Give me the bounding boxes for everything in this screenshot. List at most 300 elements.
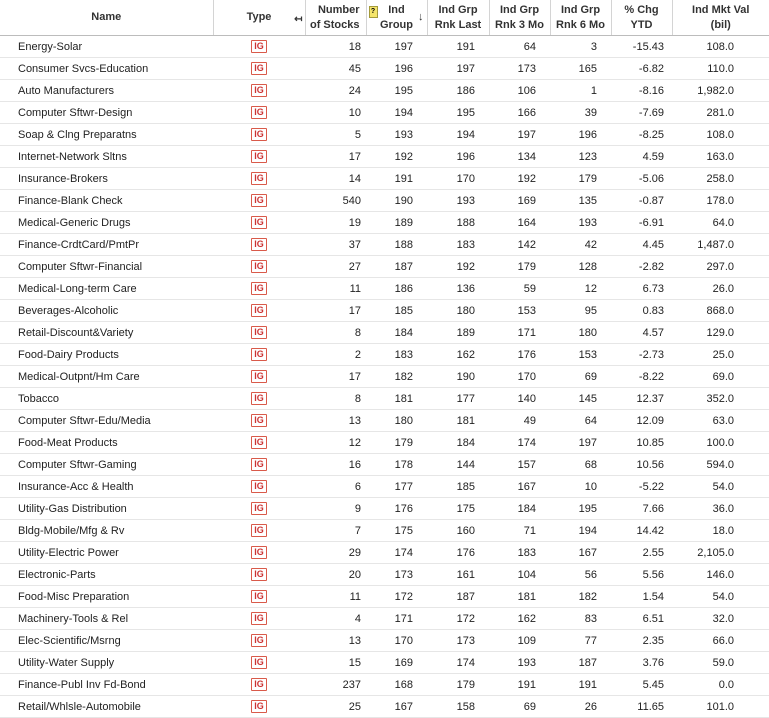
rnk-6mo-cell: 187 — [550, 652, 611, 674]
rnk-last-cell: 195 — [427, 102, 489, 124]
number-of-stocks-cell: 237 — [305, 674, 366, 696]
number-of-stocks-cell: 10 — [305, 102, 366, 124]
ind-group-rank-cell: 173 — [366, 564, 427, 586]
rnk-6mo-cell: 56 — [550, 564, 611, 586]
ig-badge[interactable]: IG — [251, 150, 267, 163]
table-row[interactable] — [0, 410, 769, 432]
rnk-6mo-cell: 68 — [550, 454, 611, 476]
table-row[interactable] — [0, 630, 769, 652]
rnk-last-cell: 136 — [427, 278, 489, 300]
ind-group-rank-cell: 197 — [366, 36, 427, 58]
rnk-3mo-cell: 169 — [489, 190, 550, 212]
rnk-last-cell: 196 — [427, 146, 489, 168]
rnk-6mo-cell: 128 — [550, 256, 611, 278]
rnk-last-cell: 191 — [427, 36, 489, 58]
group-name-cell[interactable]: Utility-Water Supply — [0, 652, 213, 674]
table-row[interactable] — [0, 366, 769, 388]
rnk-last-cell: 187 — [427, 586, 489, 608]
filter-icon[interactable]: ? — [369, 6, 378, 18]
number-of-stocks-cell: 13 — [305, 410, 366, 432]
group-name-cell[interactable]: Computer Sftwr-Gaming — [0, 454, 213, 476]
ig-badge[interactable]: IG — [251, 634, 267, 647]
type-cell — [213, 344, 305, 366]
rnk-3mo-cell: 170 — [489, 366, 550, 388]
ig-badge[interactable]: IG — [251, 392, 267, 405]
ig-badge[interactable]: IG — [251, 524, 267, 537]
table-row[interactable] — [0, 36, 769, 58]
rnk-6mo-cell: 197 — [550, 432, 611, 454]
rnk-last-cell: 180 — [427, 300, 489, 322]
ig-badge[interactable]: IG — [251, 656, 267, 669]
column-header-mkt-val[interactable]: Ind Mkt Val (bil) — [672, 0, 769, 36]
ind-group-rank-cell: 180 — [366, 410, 427, 432]
rnk-6mo-cell: 165 — [550, 58, 611, 80]
number-of-stocks-cell: 24 — [305, 80, 366, 102]
rnk-6mo-cell: 196 — [550, 124, 611, 146]
mkt-val-cell: 110.0 — [672, 58, 769, 80]
group-name-cell[interactable]: Utility-Gas Distribution — [0, 498, 213, 520]
type-cell — [213, 168, 305, 190]
type-cell — [213, 102, 305, 124]
group-name-cell[interactable]: Retail/Whlsle-Automobile — [0, 696, 213, 718]
rnk-6mo-cell: 193 — [550, 212, 611, 234]
type-cell — [213, 630, 305, 652]
rnk-6mo-cell: 42 — [550, 234, 611, 256]
group-name-cell[interactable]: Energy-Solar — [0, 36, 213, 58]
rnk-6mo-cell: 135 — [550, 190, 611, 212]
ind-group-rank-cell: 176 — [366, 498, 427, 520]
type-cell — [213, 366, 305, 388]
ind-group-rank-cell: 181 — [366, 388, 427, 410]
number-of-stocks-cell: 16 — [305, 454, 366, 476]
chg-ytd-cell: -6.91 — [611, 212, 672, 234]
mkt-val-cell: 108.0 — [672, 124, 769, 146]
mkt-val-cell: 63.0 — [672, 410, 769, 432]
rnk-last-cell: 173 — [427, 630, 489, 652]
rnk-3mo-cell: 153 — [489, 300, 550, 322]
ind-group-rank-cell: 175 — [366, 520, 427, 542]
ig-badge[interactable]: IG — [251, 370, 267, 383]
column-header-ind-group[interactable]: ? Ind Group ↓ — [366, 0, 427, 36]
type-cell — [213, 58, 305, 80]
column-header-type[interactable]: Type ↤ — [213, 0, 305, 36]
rnk-last-cell: 190 — [427, 366, 489, 388]
ind-group-rank-cell: 171 — [366, 608, 427, 630]
type-cell — [213, 454, 305, 476]
group-name-cell[interactable]: Tobacco — [0, 388, 213, 410]
rnk-6mo-cell: 12 — [550, 278, 611, 300]
rnk-last-cell: 197 — [427, 58, 489, 80]
group-name-cell[interactable]: Internet-Network Sltns — [0, 146, 213, 168]
ig-badge[interactable]: IG — [251, 84, 267, 97]
rnk-3mo-cell: 183 — [489, 542, 550, 564]
table-row[interactable] — [0, 256, 769, 278]
mkt-val-cell: 258.0 — [672, 168, 769, 190]
rnk-6mo-cell: 182 — [550, 586, 611, 608]
type-cell — [213, 256, 305, 278]
group-name-cell[interactable]: Soap & Clng Preparatns — [0, 124, 213, 146]
ind-group-rank-cell: 184 — [366, 322, 427, 344]
number-of-stocks-cell: 15 — [305, 652, 366, 674]
ind-group-rank-cell: 186 — [366, 278, 427, 300]
mkt-val-cell: 129.0 — [672, 322, 769, 344]
number-of-stocks-cell: 13 — [305, 630, 366, 652]
ind-group-rank-cell: 170 — [366, 630, 427, 652]
rnk-6mo-cell: 191 — [550, 674, 611, 696]
ind-group-rank-cell: 172 — [366, 586, 427, 608]
rnk-last-cell: 177 — [427, 388, 489, 410]
number-of-stocks-cell: 540 — [305, 190, 366, 212]
mkt-val-cell: 178.0 — [672, 190, 769, 212]
chg-ytd-cell: 6.73 — [611, 278, 672, 300]
rnk-6mo-cell: 83 — [550, 608, 611, 630]
table-row[interactable] — [0, 300, 769, 322]
number-of-stocks-cell: 25 — [305, 696, 366, 718]
group-name-cell[interactable]: Utility-Electric Power — [0, 542, 213, 564]
table-row[interactable] — [0, 212, 769, 234]
mkt-val-cell: 54.0 — [672, 476, 769, 498]
rnk-6mo-cell: 167 — [550, 542, 611, 564]
ig-badge[interactable]: IG — [251, 40, 267, 53]
ig-badge[interactable]: IG — [251, 612, 267, 625]
chg-ytd-cell: 4.59 — [611, 146, 672, 168]
mkt-val-cell: 100.0 — [672, 432, 769, 454]
number-of-stocks-cell: 8 — [305, 322, 366, 344]
ig-badge[interactable]: IG — [251, 326, 267, 339]
ig-badge[interactable]: IG — [251, 546, 267, 559]
ig-badge[interactable]: IG — [251, 502, 267, 515]
rnk-3mo-cell: 104 — [489, 564, 550, 586]
rnk-last-cell: 194 — [427, 124, 489, 146]
table-row[interactable] — [0, 322, 769, 344]
group-name-cell[interactable]: Insurance-Brokers — [0, 168, 213, 190]
rnk-3mo-cell: 64 — [489, 36, 550, 58]
rnk-last-cell: 174 — [427, 652, 489, 674]
rnk-6mo-cell: 69 — [550, 366, 611, 388]
ind-group-rank-cell: 191 — [366, 168, 427, 190]
number-of-stocks-cell: 27 — [305, 256, 366, 278]
chg-ytd-cell: 12.37 — [611, 388, 672, 410]
group-name-cell[interactable]: Retail-Discount&Variety — [0, 322, 213, 344]
rnk-6mo-cell: 180 — [550, 322, 611, 344]
number-of-stocks-cell: 9 — [305, 498, 366, 520]
rnk-last-cell: 184 — [427, 432, 489, 454]
ig-badge[interactable]: IG — [251, 678, 267, 691]
rnk-6mo-cell: 194 — [550, 520, 611, 542]
rnk-3mo-cell: 49 — [489, 410, 550, 432]
chg-ytd-cell: -5.06 — [611, 168, 672, 190]
ig-badge[interactable]: IG — [251, 414, 267, 427]
table-row[interactable] — [0, 234, 769, 256]
table-row[interactable] — [0, 80, 769, 102]
rnk-3mo-cell: 157 — [489, 454, 550, 476]
rnk-3mo-cell: 142 — [489, 234, 550, 256]
rnk-6mo-cell: 145 — [550, 388, 611, 410]
rnk-last-cell: 179 — [427, 674, 489, 696]
ig-badge[interactable]: IG — [251, 260, 267, 273]
ig-badge[interactable]: IG — [251, 216, 267, 229]
rnk-3mo-cell: 171 — [489, 322, 550, 344]
number-of-stocks-cell: 29 — [305, 542, 366, 564]
group-name-cell[interactable]: Medical-Long-term Care — [0, 278, 213, 300]
mkt-val-cell: 0.0 — [672, 674, 769, 696]
group-name-cell[interactable]: Finance-CrdtCard/PmtPr — [0, 234, 213, 256]
type-cell — [213, 542, 305, 564]
table-row[interactable] — [0, 124, 769, 146]
rnk-last-cell: 175 — [427, 498, 489, 520]
mkt-val-cell: 868.0 — [672, 300, 769, 322]
chg-ytd-cell: -5.22 — [611, 476, 672, 498]
ig-badge[interactable]: IG — [251, 480, 267, 493]
rnk-last-cell: 181 — [427, 410, 489, 432]
mkt-val-cell: 64.0 — [672, 212, 769, 234]
ig-badge[interactable]: IG — [251, 700, 267, 713]
group-name-cell[interactable]: Finance-Blank Check — [0, 190, 213, 212]
type-cell — [213, 498, 305, 520]
type-cell — [213, 124, 305, 146]
mkt-val-cell: 69.0 — [672, 366, 769, 388]
table-row[interactable] — [0, 608, 769, 630]
table-body — [0, 36, 769, 718]
sort-descending-icon[interactable]: ↓ — [418, 11, 424, 23]
group-name-cell[interactable]: Medical-Generic Drugs — [0, 212, 213, 234]
rnk-3mo-cell: 181 — [489, 586, 550, 608]
ind-group-rank-cell: 168 — [366, 674, 427, 696]
mkt-val-cell: 36.0 — [672, 498, 769, 520]
chg-ytd-cell: 1.54 — [611, 586, 672, 608]
ig-badge[interactable]: IG — [251, 458, 267, 471]
column-header-chg-ytd[interactable]: % Chg YTD — [611, 0, 672, 36]
ig-badge[interactable]: IG — [251, 106, 267, 119]
type-cell — [213, 652, 305, 674]
table-row[interactable] — [0, 586, 769, 608]
rnk-3mo-cell: 174 — [489, 432, 550, 454]
rnk-last-cell: 172 — [427, 608, 489, 630]
table-row[interactable] — [0, 432, 769, 454]
group-name-cell[interactable]: Consumer Svcs-Education — [0, 58, 213, 80]
number-of-stocks-cell: 14 — [305, 168, 366, 190]
table-row[interactable] — [0, 498, 769, 520]
group-name-cell[interactable]: Electronic-Parts — [0, 564, 213, 586]
column-header-rnk-6mo[interactable]: Ind Grp Rnk 6 Mo — [550, 0, 611, 36]
rnk-3mo-cell: 59 — [489, 278, 550, 300]
chg-ytd-cell: -2.82 — [611, 256, 672, 278]
rnk-3mo-cell: 109 — [489, 630, 550, 652]
ig-badge[interactable]: IG — [251, 568, 267, 581]
ig-badge[interactable]: IG — [251, 194, 267, 207]
ig-badge[interactable]: IG — [251, 590, 267, 603]
chg-ytd-cell: 2.55 — [611, 542, 672, 564]
ind-group-rank-cell: 189 — [366, 212, 427, 234]
ind-group-rank-cell: 195 — [366, 80, 427, 102]
ind-group-rank-cell: 187 — [366, 256, 427, 278]
ind-group-rank-cell: 185 — [366, 300, 427, 322]
mkt-val-cell: 59.0 — [672, 652, 769, 674]
type-cell — [213, 608, 305, 630]
chg-ytd-cell: 5.45 — [611, 674, 672, 696]
ind-group-rank-cell: 179 — [366, 432, 427, 454]
rnk-3mo-cell: 166 — [489, 102, 550, 124]
ig-badge[interactable]: IG — [251, 128, 267, 141]
rnk-last-cell: 189 — [427, 322, 489, 344]
number-of-stocks-cell: 11 — [305, 278, 366, 300]
rnk-last-cell: 144 — [427, 454, 489, 476]
rnk-last-cell: 185 — [427, 476, 489, 498]
table-row[interactable] — [0, 344, 769, 366]
group-name-cell[interactable]: Food-Meat Products — [0, 432, 213, 454]
type-cell — [213, 432, 305, 454]
column-header-rnk-last[interactable]: Ind Grp Rnk Last — [427, 0, 489, 36]
rnk-3mo-cell: 106 — [489, 80, 550, 102]
number-of-stocks-cell: 19 — [305, 212, 366, 234]
group-name-cell[interactable]: Machinery-Tools & Rel — [0, 608, 213, 630]
chg-ytd-cell: -8.16 — [611, 80, 672, 102]
ind-group-rank-cell: 183 — [366, 344, 427, 366]
group-name-cell[interactable]: Computer Sftwr-Design — [0, 102, 213, 124]
rnk-3mo-cell: 134 — [489, 146, 550, 168]
number-of-stocks-cell: 17 — [305, 366, 366, 388]
table-row[interactable] — [0, 476, 769, 498]
type-cell — [213, 146, 305, 168]
group-name-cell[interactable]: Auto Manufacturers — [0, 80, 213, 102]
number-of-stocks-cell: 17 — [305, 146, 366, 168]
ind-group-rank-cell: 182 — [366, 366, 427, 388]
group-name-cell[interactable]: Food-Misc Preparation — [0, 586, 213, 608]
ind-group-rank-cell: 190 — [366, 190, 427, 212]
group-name-cell[interactable]: Computer Sftwr-Edu/Media — [0, 410, 213, 432]
rnk-3mo-cell: 164 — [489, 212, 550, 234]
column-header-name[interactable]: Name — [0, 0, 213, 36]
mkt-val-cell: 54.0 — [672, 586, 769, 608]
mkt-val-cell: 66.0 — [672, 630, 769, 652]
ig-badge[interactable]: IG — [251, 282, 267, 295]
rnk-last-cell: 186 — [427, 80, 489, 102]
ind-group-rank-cell: 193 — [366, 124, 427, 146]
mkt-val-cell: 26.0 — [672, 278, 769, 300]
ind-group-rank-cell: 192 — [366, 146, 427, 168]
group-name-cell[interactable]: Medical-Outpnt/Hm Care — [0, 366, 213, 388]
rnk-6mo-cell: 10 — [550, 476, 611, 498]
group-name-cell[interactable]: Insurance-Acc & Health — [0, 476, 213, 498]
table-row[interactable] — [0, 102, 769, 124]
group-name-cell[interactable]: Computer Sftwr-Financial — [0, 256, 213, 278]
ind-group-rank-cell: 178 — [366, 454, 427, 476]
rnk-3mo-cell: 140 — [489, 388, 550, 410]
chg-ytd-cell: -7.69 — [611, 102, 672, 124]
table-row[interactable] — [0, 520, 769, 542]
table-row[interactable] — [0, 58, 769, 80]
chg-ytd-cell: 7.66 — [611, 498, 672, 520]
chg-ytd-cell: 5.56 — [611, 564, 672, 586]
chg-ytd-cell: -2.73 — [611, 344, 672, 366]
table-row[interactable] — [0, 542, 769, 564]
table-row[interactable] — [0, 278, 769, 300]
column-header-number-of-stocks[interactable]: Number of Stocks — [305, 0, 366, 36]
mkt-val-cell: 108.0 — [672, 36, 769, 58]
table-row[interactable] — [0, 564, 769, 586]
column-header-rnk-3mo[interactable]: Ind Grp Rnk 3 Mo — [489, 0, 550, 36]
table-row[interactable] — [0, 696, 769, 718]
rnk-3mo-cell: 71 — [489, 520, 550, 542]
group-name-cell[interactable]: Beverages-Alcoholic — [0, 300, 213, 322]
chg-ytd-cell: -8.22 — [611, 366, 672, 388]
rnk-3mo-cell: 192 — [489, 168, 550, 190]
type-cell — [213, 520, 305, 542]
type-cell — [213, 696, 305, 718]
rnk-last-cell: 160 — [427, 520, 489, 542]
number-of-stocks-cell: 45 — [305, 58, 366, 80]
rnk-3mo-cell: 162 — [489, 608, 550, 630]
chg-ytd-cell: 12.09 — [611, 410, 672, 432]
rnk-last-cell: 176 — [427, 542, 489, 564]
rnk-6mo-cell: 64 — [550, 410, 611, 432]
chg-ytd-cell: 10.85 — [611, 432, 672, 454]
rnk-3mo-cell: 197 — [489, 124, 550, 146]
mkt-val-cell: 2,105.0 — [672, 542, 769, 564]
table-row[interactable] — [0, 454, 769, 476]
group-name-cell[interactable]: Bldg-Mobile/Mfg & Rv — [0, 520, 213, 542]
rnk-last-cell: 193 — [427, 190, 489, 212]
rnk-6mo-cell: 26 — [550, 696, 611, 718]
table-row[interactable] — [0, 168, 769, 190]
number-of-stocks-cell: 11 — [305, 586, 366, 608]
ig-badge[interactable]: IG — [251, 348, 267, 361]
table-row[interactable] — [0, 388, 769, 410]
table-row[interactable] — [0, 674, 769, 696]
table-row[interactable] — [0, 146, 769, 168]
ig-badge[interactable]: IG — [251, 172, 267, 185]
type-cell — [213, 322, 305, 344]
rnk-last-cell: 161 — [427, 564, 489, 586]
chg-ytd-cell: -15.43 — [611, 36, 672, 58]
group-name-cell[interactable]: Elec-Scientific/Msrng — [0, 630, 213, 652]
mkt-val-cell: 25.0 — [672, 344, 769, 366]
rnk-6mo-cell: 3 — [550, 36, 611, 58]
ig-badge[interactable]: IG — [251, 304, 267, 317]
rnk-6mo-cell: 195 — [550, 498, 611, 520]
mkt-val-cell: 146.0 — [672, 564, 769, 586]
chg-ytd-cell: 3.76 — [611, 652, 672, 674]
mkt-val-cell: 18.0 — [672, 520, 769, 542]
chg-ytd-cell: 2.35 — [611, 630, 672, 652]
rnk-3mo-cell: 179 — [489, 256, 550, 278]
type-cell — [213, 190, 305, 212]
group-name-cell[interactable]: Food-Dairy Products — [0, 344, 213, 366]
ig-badge[interactable]: IG — [251, 62, 267, 75]
ind-group-rank-cell: 169 — [366, 652, 427, 674]
rnk-6mo-cell: 77 — [550, 630, 611, 652]
ig-badge[interactable]: IG — [251, 238, 267, 251]
number-of-stocks-cell: 7 — [305, 520, 366, 542]
number-of-stocks-cell: 6 — [305, 476, 366, 498]
collapse-column-icon[interactable]: ↤ — [294, 14, 303, 25]
chg-ytd-cell: 14.42 — [611, 520, 672, 542]
number-of-stocks-cell: 12 — [305, 432, 366, 454]
mkt-val-cell: 101.0 — [672, 696, 769, 718]
rnk-last-cell: 170 — [427, 168, 489, 190]
ind-group-rank-cell: 196 — [366, 58, 427, 80]
table-row[interactable] — [0, 190, 769, 212]
number-of-stocks-cell: 4 — [305, 608, 366, 630]
mkt-val-cell: 281.0 — [672, 102, 769, 124]
chg-ytd-cell: -6.82 — [611, 58, 672, 80]
number-of-stocks-cell: 37 — [305, 234, 366, 256]
table-row[interactable] — [0, 652, 769, 674]
group-name-cell[interactable]: Finance-Publ Inv Fd-Bond — [0, 674, 213, 696]
rnk-last-cell: 158 — [427, 696, 489, 718]
mkt-val-cell: 594.0 — [672, 454, 769, 476]
ig-badge[interactable]: IG — [251, 436, 267, 449]
